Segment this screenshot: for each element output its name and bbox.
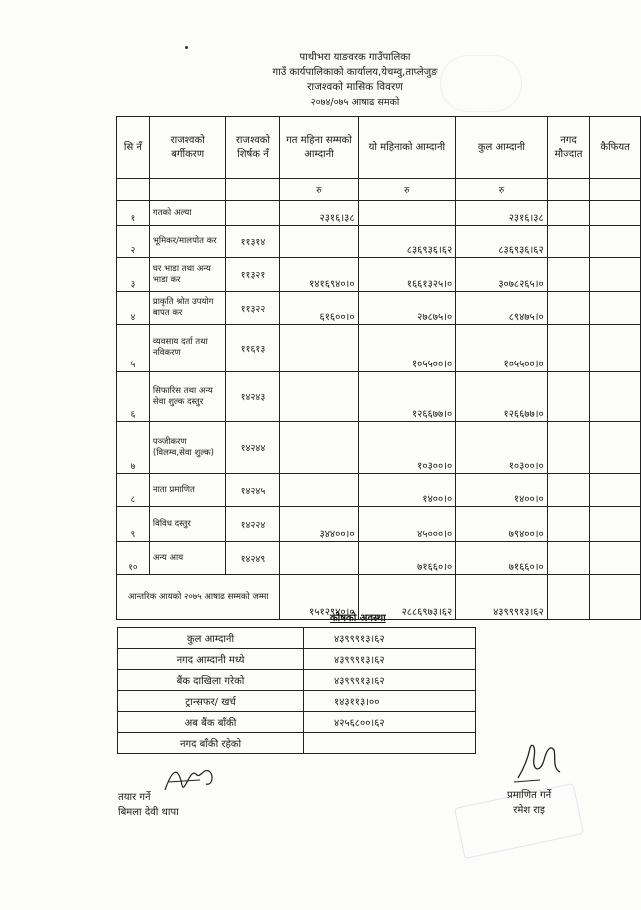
report-period: २०७४/०७५ आषाढ समको	[310, 97, 400, 108]
cell-remarks	[590, 372, 641, 422]
cash-row	[118, 670, 476, 691]
cell-classification: अन्य आय	[149, 542, 226, 575]
unit-cell-empty	[590, 179, 641, 201]
cell-classification: सिफारिस तथा अन्य सेवा शुल्क दस्तुर	[149, 372, 226, 422]
table-row	[117, 226, 641, 258]
office-address: गाउँ कार्यपालिकाको कार्यालय,येचम्वु,ताप्लेजुङ	[272, 67, 438, 78]
cell-cash	[547, 422, 590, 474]
cash-row	[118, 712, 476, 733]
cell-total: १२६६७७।०	[456, 372, 548, 422]
report-title: राजश्वको मासिक विवरण	[307, 81, 403, 93]
cell-sn: १	[117, 201, 150, 226]
cell-cash	[547, 201, 590, 226]
cell-prev	[280, 542, 358, 575]
revenue-table	[116, 116, 641, 620]
cell-remarks	[590, 292, 641, 325]
cell-this: ४५०००।०	[358, 507, 456, 542]
unit-cell: रु	[280, 179, 358, 201]
cell-total: १४००।०	[456, 474, 548, 507]
cell-prev	[280, 422, 358, 474]
cell-classification: नाता प्रमाणित	[149, 474, 226, 507]
cell-remarks	[590, 325, 641, 372]
table-row	[117, 542, 641, 575]
approved-by-signature	[510, 738, 570, 788]
cell-this: १४००।०	[358, 474, 456, 507]
cell-classification: व्यवसाय दर्ता तथा नविकरण	[149, 325, 226, 372]
cell-prev: ६१६००।०	[280, 292, 358, 325]
cell-total: ७१६६०।०	[456, 542, 548, 575]
cash-status-table	[117, 627, 476, 754]
cash-label: ट्रान्सफर/ खर्च	[118, 691, 304, 712]
cash-label: बैंक दाखिला गरेको	[118, 670, 304, 691]
municipality-name: पाथीभरा याङवरक गाउँपालिका	[299, 52, 411, 63]
total-prev: १५१२९४०।०	[280, 575, 358, 620]
cell-sn: ९	[117, 507, 150, 542]
cell-prev	[280, 372, 358, 422]
col-header-code: राजश्वको शिर्षक नँ	[226, 117, 280, 179]
cell-cash	[547, 575, 590, 620]
cell-code: ११६१३	[226, 325, 280, 372]
cash-row	[118, 691, 476, 712]
col-header-sn: सि नँ	[117, 117, 150, 179]
cash-label: अब बैंक बाँकी	[118, 712, 304, 733]
cell-prev: ३४४००।०	[280, 507, 358, 542]
cell-cash	[547, 325, 590, 372]
approved-by-block	[507, 788, 551, 818]
cell-this	[358, 201, 456, 226]
table-row	[117, 422, 641, 474]
cell-remarks	[590, 258, 641, 292]
cash-status-title: कोषको अवस्था	[330, 613, 386, 624]
unit-cell: रु	[456, 179, 548, 201]
cell-cash	[547, 292, 590, 325]
cell-total: ७९४००।०	[456, 507, 548, 542]
cell-remarks	[590, 542, 641, 575]
cell-this: ७१६६०।०	[358, 542, 456, 575]
cell-cash	[547, 474, 590, 507]
cell-remarks	[590, 474, 641, 507]
total-label: आन्तरिक आयको २०७५ आषाढ सम्मको जम्मा	[117, 575, 280, 620]
table-row	[117, 325, 641, 372]
cash-row	[118, 733, 476, 754]
cell-code: १४२२४	[226, 507, 280, 542]
approved-by-name: रमेश राइ	[513, 805, 545, 816]
cell-sn: ६	[117, 372, 150, 422]
cell-code: ११३१४	[226, 226, 280, 258]
unit-cell-empty	[149, 179, 226, 201]
cell-sn: ३	[117, 258, 150, 292]
cell-this: १२६६७७।०	[358, 372, 456, 422]
cell-cash	[547, 372, 590, 422]
cell-sn: २	[117, 226, 150, 258]
cash-label: कुल आम्दानी	[118, 628, 304, 649]
col-header-remarks: कैफियत	[590, 117, 641, 179]
cell-classification: घर भाडा तथा अन्य भाडा कर	[149, 258, 226, 292]
document-header	[190, 50, 520, 110]
cell-total: २३१६।३८	[456, 201, 548, 226]
cash-label: नगद आम्दानी मध्ये	[118, 649, 304, 670]
cell-total: ८९४७५।०	[456, 292, 548, 325]
cell-prev	[280, 325, 358, 372]
cell-classification: गतको अल्या	[149, 201, 226, 226]
cell-classification: प्राकृति श्रोत उपयोग बापत कर	[149, 292, 226, 325]
ink-speck	[185, 46, 188, 49]
unit-cell-empty	[226, 179, 280, 201]
cell-remarks	[590, 575, 641, 620]
cash-value: ४३९९९१३।६२	[304, 649, 476, 670]
cell-code: ११३२२	[226, 292, 280, 325]
cell-sn: ८	[117, 474, 150, 507]
cell-prev	[280, 226, 358, 258]
col-header-cash-balance: नगद मौज्दात	[547, 117, 590, 179]
prepared-by-block	[118, 790, 179, 820]
cell-total: ३०७८२६५।०	[456, 258, 548, 292]
cell-sn: ७	[117, 422, 150, 474]
cash-value: ४२५६८००।६२	[304, 712, 476, 733]
cell-cash	[547, 226, 590, 258]
cell-sn: ४	[117, 292, 150, 325]
col-header-classification: राजश्वको बर्गीकरण	[149, 117, 226, 179]
cell-code: १४२४३	[226, 372, 280, 422]
cell-code: १४२४४	[226, 422, 280, 474]
cell-remarks	[590, 201, 641, 226]
cash-value	[304, 733, 476, 754]
cell-classification: विविध दस्तुर	[149, 507, 226, 542]
cell-code	[226, 201, 280, 226]
cell-cash	[547, 542, 590, 575]
prepared-by-name: बिमला देवी थापा	[118, 807, 179, 818]
cell-remarks	[590, 507, 641, 542]
cell-this: २७८७५।०	[358, 292, 456, 325]
prepared-by-label: तयार गर्ने	[118, 792, 151, 803]
cell-cash	[547, 258, 590, 292]
unit-row	[117, 179, 641, 201]
unit-cell-empty	[117, 179, 150, 201]
cell-prev	[280, 474, 358, 507]
table-row	[117, 258, 641, 292]
cell-total: ८३६९३६।६२	[456, 226, 548, 258]
col-header-prev-income: गत महिना सम्मको आम्दानी	[280, 117, 358, 179]
cell-this: १०३००।०	[358, 422, 456, 474]
cell-prev: २३१६।३८	[280, 201, 358, 226]
cell-classification: पञ्जीकरण (विलम्व,सेवा शुल्क)	[149, 422, 226, 474]
table-header-row	[117, 117, 641, 179]
cell-total: १०३००।०	[456, 422, 548, 474]
cell-cash	[547, 507, 590, 542]
cash-value: १४३११३।००	[304, 691, 476, 712]
cell-classification: भूमिकर/मालपोत कर	[149, 226, 226, 258]
unit-cell-empty	[547, 179, 590, 201]
cash-label: नगद बाँकी रहेको	[118, 733, 304, 754]
cell-remarks	[590, 422, 641, 474]
table-row	[117, 201, 641, 226]
total-total: ४३९९९१३।६२	[456, 575, 548, 620]
approved-by-label: प्रमाणित गर्ने	[507, 790, 552, 801]
cell-prev: १४१६९४०।०	[280, 258, 358, 292]
col-header-this-month-income: यो महिनाको आम्दानी	[358, 117, 456, 179]
cash-value: ४३९९९१३।६२	[304, 670, 476, 691]
cell-total: १०५५००।०	[456, 325, 548, 372]
cash-value: ४३९९९१३।६२	[304, 628, 476, 649]
table-row	[117, 507, 641, 542]
cell-this: ८३६९३६।६२	[358, 226, 456, 258]
table-row	[117, 372, 641, 422]
cell-sn: १०	[117, 542, 150, 575]
table-row	[117, 474, 641, 507]
cell-this: १०५५००।०	[358, 325, 456, 372]
cell-code: ११३२१	[226, 258, 280, 292]
col-header-total-income: कुल आम्दानी	[456, 117, 548, 179]
unit-cell: रु	[358, 179, 456, 201]
cell-remarks	[590, 226, 641, 258]
cash-row	[118, 628, 476, 649]
cell-sn: ५	[117, 325, 150, 372]
total-this: २८८६९७३।६२	[358, 575, 456, 620]
cell-code: १४२४५	[226, 474, 280, 507]
table-row	[117, 292, 641, 325]
cell-this: १६६१३२५।०	[358, 258, 456, 292]
cash-row	[118, 649, 476, 670]
cell-code: १४२४९	[226, 542, 280, 575]
